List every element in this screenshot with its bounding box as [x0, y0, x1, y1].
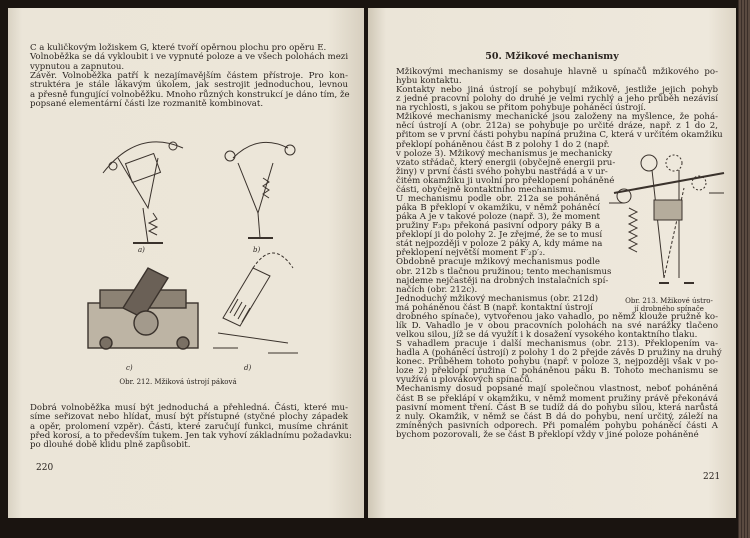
text-line: po dlouhé době klidu plně zapůsobit.: [30, 440, 191, 451]
text-line: najdeme nejčastěji na drobných instalačních spí-: [396, 275, 609, 286]
text-line: překlopí poháněnou část B z polohy 1 do 2 (např.: [396, 139, 610, 150]
page-number-right: 221: [703, 472, 721, 482]
text-line: stát nejpozději v poloze 2 páky A, kdy máme na: [396, 239, 603, 250]
text-line: a opěr, prolomení vzpěr). Části, které zaručují funkci, musíme chránit: [30, 421, 348, 432]
text-line: páka A je v takové poloze (např. 3), že moment: [396, 212, 600, 223]
figure-212a: [103, 142, 183, 243]
text-line: má poháněnou část B (např. kontaktní ústrojí: [396, 302, 593, 313]
text-line: loze 2) překlopí pružina C poháněnou páku B. Tohoto mechanismu se: [396, 366, 718, 377]
text-line: části, obyčejně kontaktního mechanismu.: [396, 184, 577, 195]
section-title: 50. Mžikové mechanismy: [485, 51, 619, 62]
text-line: z nuly. Okamžik, v němž se část B dá do pohybu, není určitý, záleží na: [396, 411, 718, 422]
caption-line: Obr. 213. Mžikové ústro-: [625, 297, 713, 305]
figure-label-b: b): [253, 246, 261, 254]
text-line: obr. 212b s tlačnou pružinou; tento mechanismus: [396, 266, 612, 277]
text-line: bychom pozorovali, že se část B překlopí vždy v jiné poloze poháněné: [396, 429, 699, 440]
text-line: páka B překlopí v okamžiku, v němž poháněcí: [396, 203, 600, 214]
text-line: C a kuličkovým ložiskem G, které tvoří opěrnou plochu pro opěru E.: [30, 43, 327, 53]
figure-212-drawings: [8, 118, 364, 388]
text-line: Závěr. Volnoběžka patří k nezajímavějším částem přístroje. Pro kon-: [30, 70, 348, 81]
figure-label-a: a): [138, 246, 145, 254]
text-line: Mechanismy dosud popsané mají společnou vlastnost, neboť poháněná: [396, 384, 718, 395]
text-line: překlopení největší moment F′₂p′₂.: [396, 248, 546, 259]
figure-label-d: d): [244, 364, 252, 372]
text-line: čitém okamžiku ji uvolní pro překlopení poháněné: [396, 175, 615, 186]
figure-212d: [213, 253, 298, 353]
text-line: pružiny F₃p₃ překoná pasivní odpory páky B a: [396, 221, 600, 232]
left-page: [8, 8, 364, 518]
book-page-edges: [738, 0, 750, 538]
text-line: část B se překlápí v okamžiku, v němž moment pružiny právě překonává: [396, 393, 718, 404]
text-line: z jedné pracovní polohy do druhé je velmi rychlý a jeho průběh nezávisí: [396, 94, 718, 105]
text-line: Jednoduchý mžikový mechanismus (obr. 212d): [396, 293, 599, 304]
text-line: Mžikové mechanismy mechanické jsou založeny na myšlence, že pohá-: [396, 112, 718, 123]
text-line: konec. Průběhem tohoto pohybu (např. v poloze 3, nejpozději však v po-: [396, 357, 718, 368]
figure-213-caption: [604, 297, 734, 313]
text-line: vypnutou a zapnutou.: [30, 61, 125, 72]
text-line: překlopí ji do polohy 2. Je zřejmé, že se to musí: [396, 230, 603, 241]
text-line: vzato střádač, který energii (obyčejně energii pru-: [396, 157, 616, 168]
text-line: U mechanismu podle obr. 212a se poháněná: [396, 193, 600, 204]
text-line: síme seřizovat nebo hlídat, musí být přístupné (styčné plochy západek: [30, 412, 348, 423]
text-line: žiny) v první části svého pohybu nastřádá a v ur-: [396, 166, 608, 177]
text-line: načích (obr. 212c).: [396, 284, 478, 295]
text-line: a přesně fungující volnoběžku. Mnoho různých konstrukcí je dáno tím, že: [30, 89, 350, 100]
text-line: drobného spínače), vytvořenou jako vahadlo, po němž klouže pružně ko-: [396, 311, 718, 322]
text-line: S vahadlem pracuje i další mechanismus (obr. 213). Překlopením va-: [396, 339, 718, 350]
figure-label-c: c): [126, 364, 133, 372]
text-line: Kontakty nebo jiná ústrojí se pohybují mžikově, jestliže jejich pohyb: [396, 85, 718, 96]
text-line: Volnoběžka se dá vykloubit i ve vypnuté poloze a ve všech polohách mezi: [30, 52, 349, 63]
text-line: Dobrá volnoběžka musí být jednoduchá a přehledná. Části, které mu-: [30, 403, 348, 413]
text-line: využívá u plovákových spínačů.: [396, 375, 533, 386]
text-line: zmíněných pasivních odporech. Při pomalém pohybu poháněcí části A: [396, 420, 718, 431]
caption-line: jí drobného spínače: [634, 305, 704, 313]
text-line: lík D. Vahadlo je v obou pracovních polohách na své narážky tlačeno: [396, 320, 718, 331]
text-line: před korosí, a to především tukem. Jen tak vyhoví základnímu požadavku:: [30, 430, 352, 441]
text-line: pasivní moment tření. Část B se tudíž dá do pohybu silou, která narůstá: [396, 402, 718, 413]
page-number-left: 220: [36, 463, 54, 473]
text-line: na rychlosti, s jakou se přitom pohybuje poháněcí ústrojí.: [396, 103, 647, 114]
figure-213-drawing: [604, 148, 734, 298]
figure-212c: [88, 268, 198, 349]
figure-212b: [225, 142, 295, 238]
text-line: hybu kontaktu.: [396, 76, 462, 87]
text-line: Mžikovými mechanismy se dosahuje hlavně u spínačů mžikového po-: [396, 67, 718, 77]
text-line: hadla A (poháněcí ústrojí) z polohy 1 do 2 přejde závěs D pružiny na druhý: [396, 348, 722, 359]
right-page: [368, 8, 736, 518]
text-line: něcí ústrojí A (obr. 212a) se pohybuje po určité dráze, např. z 1 do 2,: [396, 121, 718, 132]
text-line: Obdobně pracuje mžikový mechanismus podle: [396, 257, 600, 268]
text-line: struktéra je stále lákavým úkolem, jak sestrojit jednoduchou, levnou: [30, 80, 348, 91]
text-line: popsané elementární části lze rozmanitě kombinovat.: [30, 98, 264, 109]
text-line: v poloze 3). Mžikový mechanismus je mechanicky: [396, 148, 613, 159]
text-line: velkou silou, jíž se dá využít i k dosažení vysokého kontaktního tlaku.: [396, 330, 698, 341]
text-line: přitom se v první části pohybu napíná pružina C, která v určitém okamžiku: [396, 130, 723, 141]
figure-212-caption: Obr. 212. Mžiková ústrojí páková: [119, 378, 237, 386]
